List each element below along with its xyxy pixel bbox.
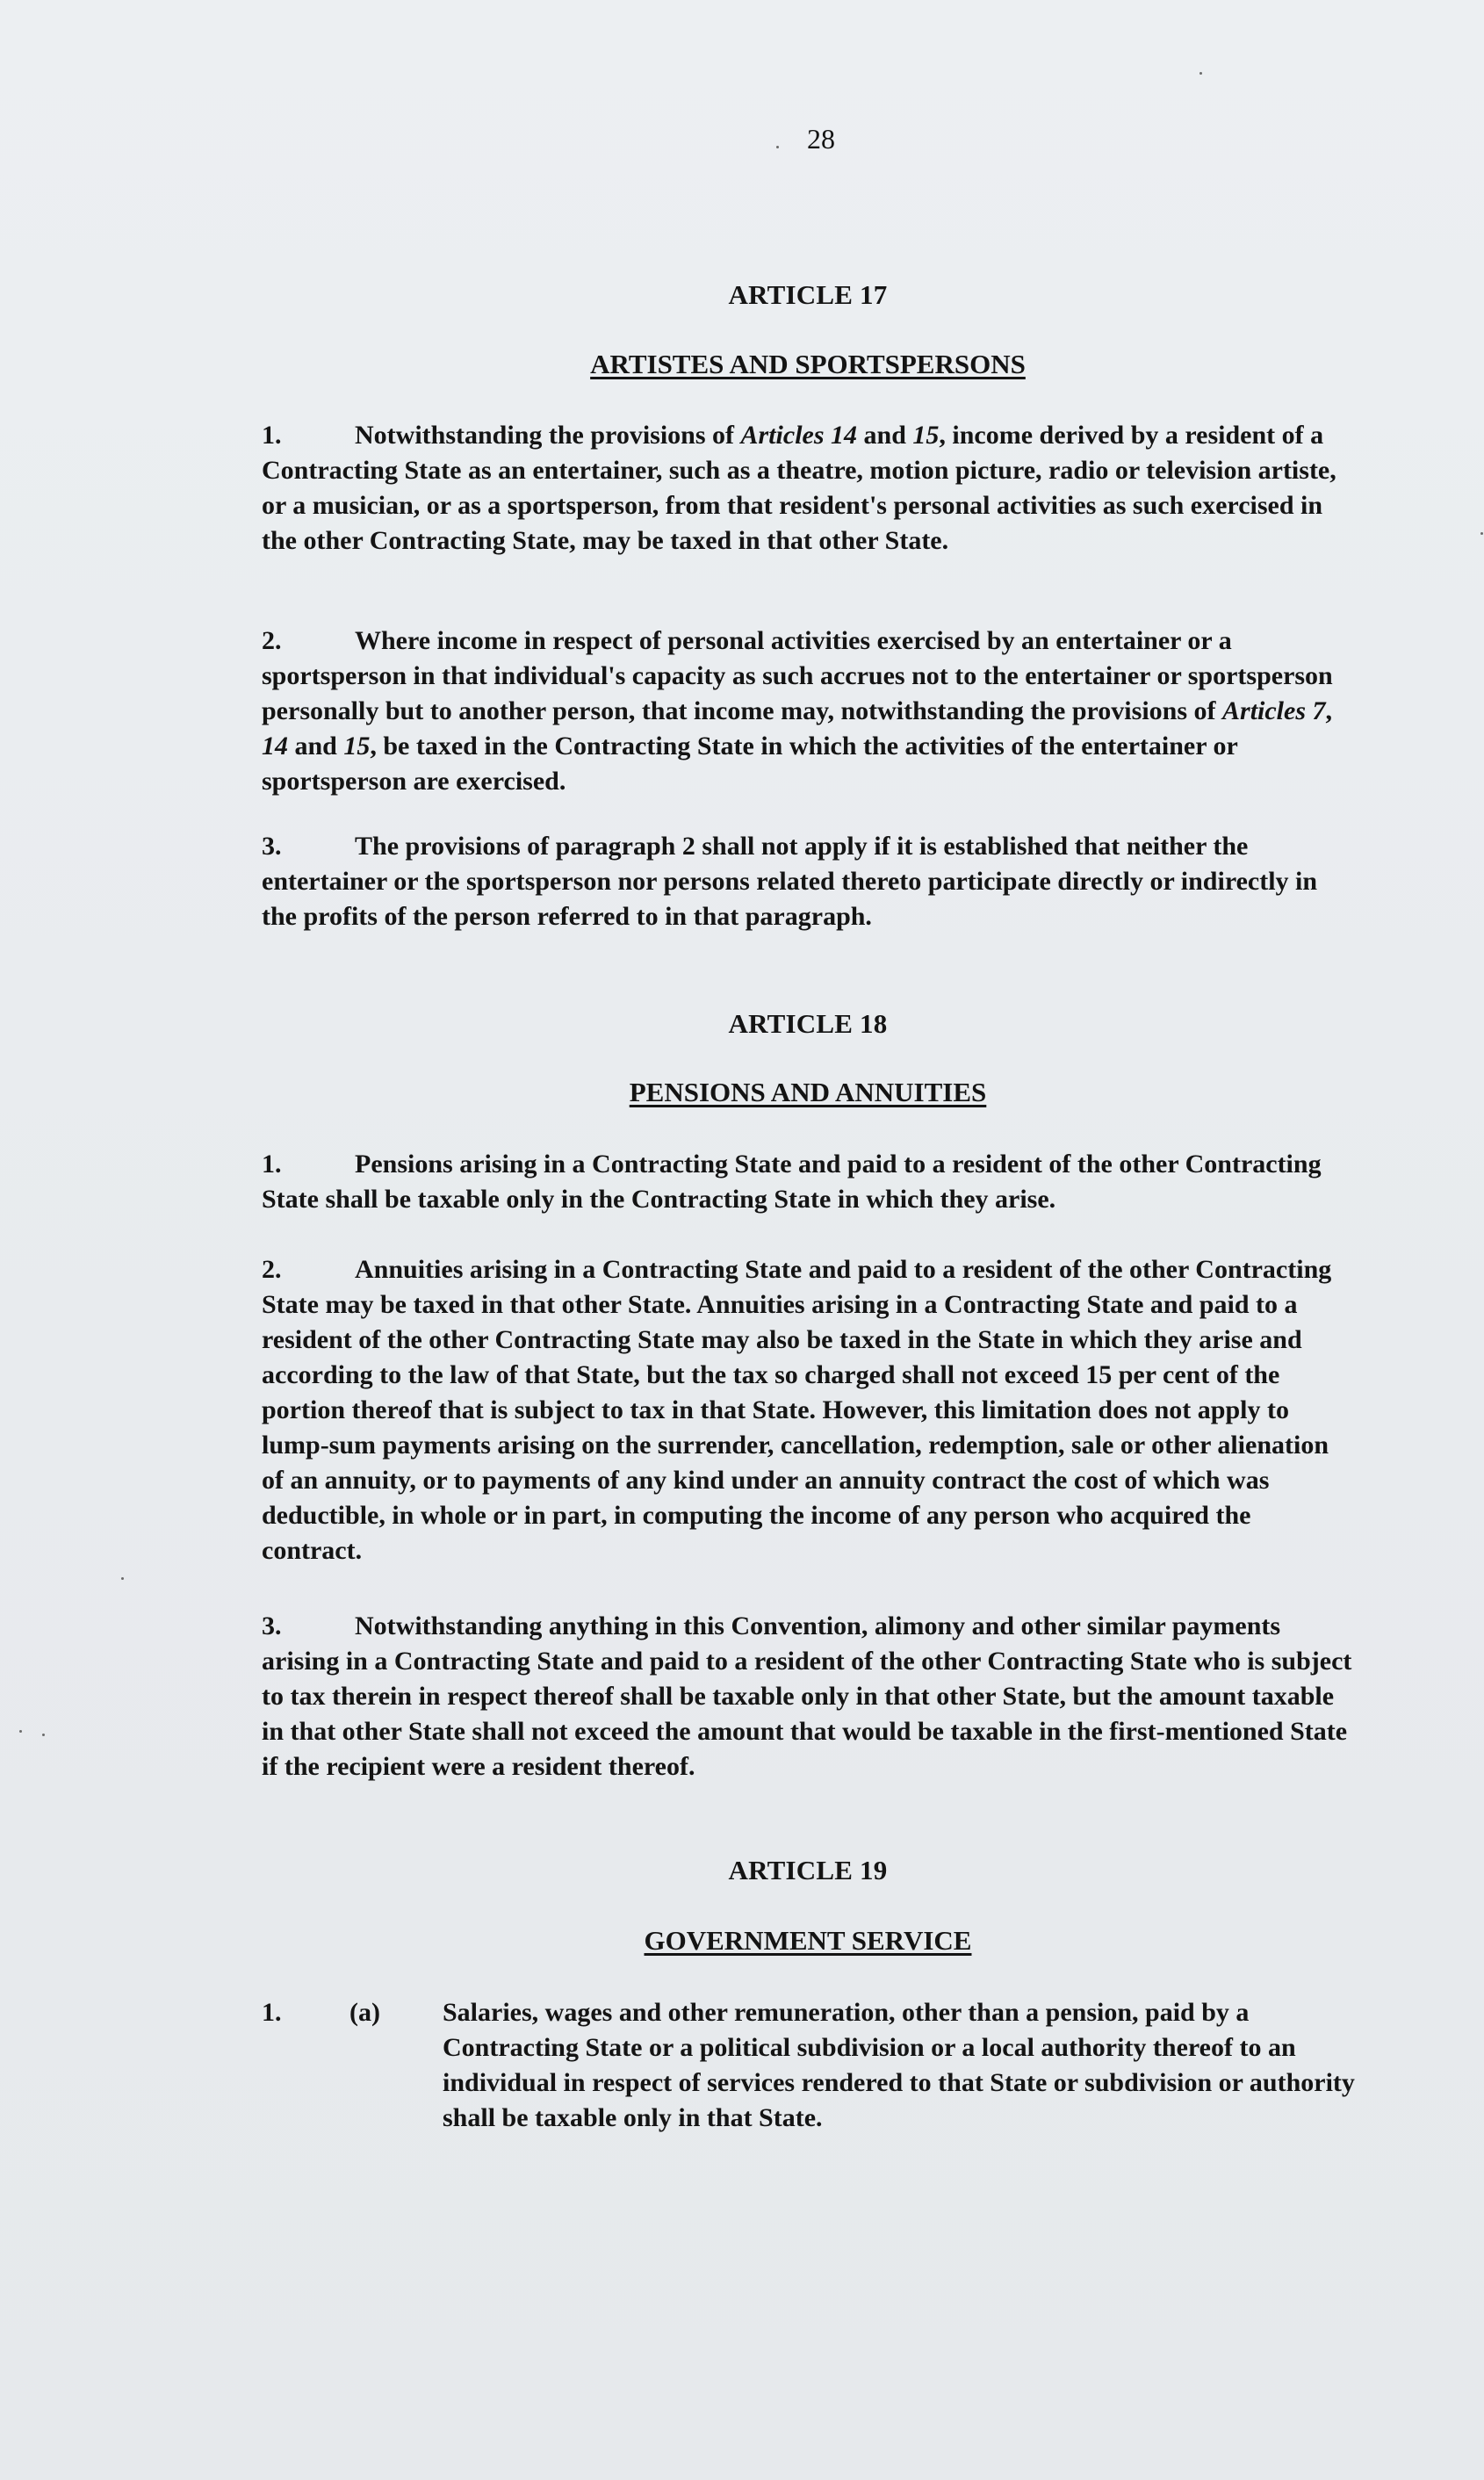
paragraph-text: The provisions of paragraph 2 shall not apply if it is established that neither the entertainer or the sportsperson nor persons related thereto participate directly or indirectly in the profits of the person referred to in that paragraph. bbox=[262, 832, 1318, 931]
paragraph-text: , be taxed in the Contracting State in which the activities of the entertainer or sportsperson are exercised. bbox=[262, 732, 1238, 796]
paragraph-text: Notwithstanding the provisions of bbox=[355, 421, 741, 450]
article-17-paragraph-2 bbox=[262, 624, 1356, 799]
article-17-paragraph-1 bbox=[262, 418, 1356, 559]
paragraph-text: and bbox=[857, 421, 913, 450]
paragraph-text: Notwithstanding anything in this Convention, alimony and other similar payments arising in a Contracting State and paid to a resident of the other Contracting State who is subject to tax therein in respect thereof shall be taxable only in that other State, but the amount taxable in that other State shall not exceed the amount that would be taxable in the first-mentioned State if the recipient were a resident thereof. bbox=[262, 1611, 1352, 1781]
article-18-title: PENSIONS AND ANNUITIES bbox=[629, 1077, 987, 1107]
paragraph-number: 1. bbox=[262, 421, 282, 450]
article-17-title: ARTISTES AND SPORTSPERSONS bbox=[590, 349, 1026, 379]
page-number: 28 bbox=[807, 123, 835, 155]
paragraph-text: and bbox=[288, 732, 344, 761]
paragraph-number: 3. bbox=[262, 832, 282, 861]
paragraph-number: 2. bbox=[262, 1255, 282, 1284]
paragraph-number: 3. bbox=[262, 1611, 282, 1640]
article-17-paragraph-3 bbox=[262, 829, 1356, 934]
paragraph-text: Salaries, wages and other remuneration, other than a pension, paid by a Contracting State or a political subdivision or a local authority thereof to an individual in respect of services rendered to that State or subdivision or authority shall be taxable only in that State. bbox=[443, 1998, 1355, 2132]
paragraph-text: Where income in respect of personal activities exercised by an entertainer or a sportsperson in that individual's capacity as such accrues not to the entertainer or sportsperson personally but to another person, that income may, notwithstanding the provisions of bbox=[262, 626, 1333, 725]
scan-speck bbox=[121, 1577, 124, 1580]
scan-speck bbox=[1199, 72, 1202, 75]
scan-speck bbox=[19, 1730, 22, 1733]
article-17-heading: ARTICLE 17 bbox=[728, 279, 888, 310]
scan-speck bbox=[42, 1734, 45, 1736]
article-18-paragraph-2 bbox=[262, 1252, 1356, 1568]
article-reference: 15 bbox=[343, 732, 371, 761]
paragraph-text: Annuities arising in a Contracting State and paid to a resident of the other Contracting State may be taxed in that other State. Annuities arising in a Contracting State and paid to a resident of the other Contracting State may also be taxed in the State in which they arise and according to the law of that State, but the tax so charged shall not exceed 15 per cent of the portion thereof that is subject to tax in that State. However, this limitation does not apply to lump-sum payments arising on the surrender, cancellation, redemption, sale or other alienation of an annuity, or to payments of any kind under an annuity contract the cost of which was deductible, in whole or in part, in computing the income of any person who acquired the contract. bbox=[262, 1255, 1332, 1565]
article-19-title: GOVERNMENT SERVICE bbox=[644, 1925, 972, 1956]
paragraph-number: 1. bbox=[262, 1998, 282, 2027]
paragraph-text: , income derived by a resident of a Contracting State as an entertainer, such as a theatre, motion picture, radio or television artiste, or a musician, or as a sportsperson, from that resident's personal activities as such exercised in the other Contracting State, may be taxed in that other State. bbox=[262, 421, 1336, 555]
article-18-heading: ARTICLE 18 bbox=[728, 1008, 888, 1039]
article-reference: 14 bbox=[262, 732, 288, 761]
subparagraph-letter: (a) bbox=[349, 1998, 380, 2027]
article-reference: Articles 7 bbox=[1222, 696, 1326, 725]
article-reference: 15 bbox=[912, 421, 940, 450]
paragraph-text: , bbox=[1325, 696, 1333, 725]
paragraph-number: 1. bbox=[262, 1150, 282, 1179]
paragraph-number: 2. bbox=[262, 626, 282, 655]
scan-speck bbox=[1480, 532, 1483, 535]
article-reference: Articles 14 bbox=[740, 421, 858, 450]
article-18-paragraph-1 bbox=[262, 1147, 1356, 1217]
article-18-paragraph-3 bbox=[262, 1609, 1356, 1784]
article-19-paragraph-1a bbox=[262, 1995, 1356, 2136]
article-19-heading: ARTICLE 19 bbox=[728, 1855, 888, 1885]
scan-speck bbox=[776, 146, 779, 148]
paragraph-text: Pensions arising in a Contracting State and paid to a resident of the other Contracting State shall be taxable only in the Contracting State in which they arise. bbox=[262, 1150, 1322, 1214]
